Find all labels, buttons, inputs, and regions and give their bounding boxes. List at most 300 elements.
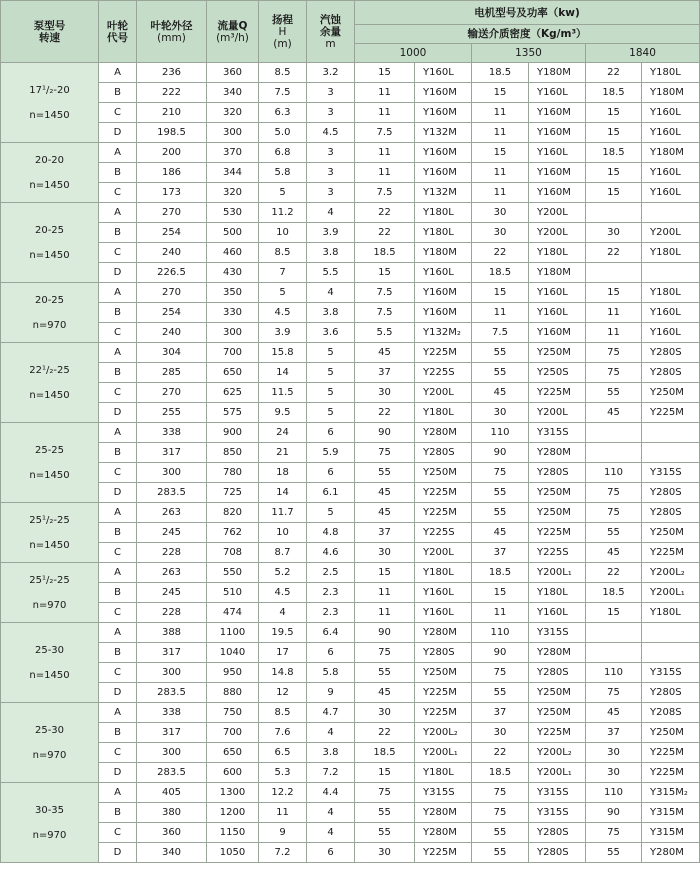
flow-cell: 550 — [207, 563, 259, 583]
flow-cell: 300 — [207, 123, 259, 143]
power-1840-cell: 22 — [586, 63, 642, 83]
power-1000-cell: 22 — [355, 203, 415, 223]
head-cell: 8.5 — [259, 63, 307, 83]
motor-1350-cell: Y315S — [529, 623, 586, 643]
impeller-diameter-cell: 300 — [137, 663, 207, 683]
power-1000-cell: 90 — [355, 423, 415, 443]
motor-1000-cell: Y315S — [415, 783, 472, 803]
power-1000-cell: 7.5 — [355, 183, 415, 203]
motor-1000-cell: Y200L — [415, 543, 472, 563]
power-1840-cell: 15 — [586, 103, 642, 123]
header-density-1840: 1840 — [586, 44, 700, 63]
flow-cell: 300 — [207, 323, 259, 343]
impeller-code-cell: A — [99, 783, 137, 803]
impeller-code-cell: D — [99, 263, 137, 283]
motor-1840-cell: Y225M — [642, 743, 700, 763]
motor-1000-cell: Y180L — [415, 403, 472, 423]
power-1350-cell: 75 — [472, 463, 529, 483]
impeller-code-cell: A — [99, 503, 137, 523]
head-cell: 17 — [259, 643, 307, 663]
motor-1350-cell: Y160L — [529, 83, 586, 103]
impeller-code-cell: A — [99, 283, 137, 303]
table-row — [1, 583, 700, 603]
power-1000-cell: 11 — [355, 103, 415, 123]
header-npsh-line2: 余量 — [320, 25, 341, 38]
npsh-cell: 4 — [307, 823, 355, 843]
power-1350-cell: 15 — [472, 583, 529, 603]
npsh-cell: 4.8 — [307, 523, 355, 543]
table-row — [1, 363, 700, 383]
power-1840-cell — [586, 263, 642, 283]
head-cell: 11.2 — [259, 203, 307, 223]
motor-1840-cell: Y160L — [642, 123, 700, 143]
power-1350-cell: 7.5 — [472, 323, 529, 343]
impeller-code-cell: A — [99, 143, 137, 163]
npsh-cell: 4 — [307, 203, 355, 223]
header-density-1350: 1350 — [472, 44, 586, 63]
head-cell: 10 — [259, 223, 307, 243]
motor-1350-cell: Y280S — [529, 823, 586, 843]
impeller-diameter-cell: 254 — [137, 223, 207, 243]
impeller-code-cell: C — [99, 823, 137, 843]
impeller-diameter-cell: 240 — [137, 323, 207, 343]
power-1000-cell: 15 — [355, 263, 415, 283]
impeller-code-cell: C — [99, 603, 137, 623]
motor-1000-cell: Y280M — [415, 423, 472, 443]
power-1840-cell: 110 — [586, 783, 642, 803]
table-row — [1, 803, 700, 823]
motor-1000-cell: Y225M — [415, 703, 472, 723]
motor-1000-cell: Y280M — [415, 623, 472, 643]
pump-model-label: 20-25 — [34, 224, 65, 236]
npsh-cell: 5 — [307, 363, 355, 383]
impeller-diameter-cell: 255 — [137, 403, 207, 423]
table-row — [1, 423, 700, 443]
motor-1000-cell: Y180L — [415, 763, 472, 783]
table-row — [1, 703, 700, 723]
table-row — [1, 343, 700, 363]
power-1000-cell: 15 — [355, 63, 415, 83]
table-row — [1, 223, 700, 243]
power-1840-cell: 15 — [586, 283, 642, 303]
table-row — [1, 243, 700, 263]
table-row — [1, 563, 700, 583]
motor-1840-cell: Y280M — [642, 843, 700, 863]
impeller-code-cell: D — [99, 403, 137, 423]
npsh-cell: 2.3 — [307, 603, 355, 623]
power-1840-cell: 37 — [586, 723, 642, 743]
motor-1840-cell: Y200L — [642, 223, 700, 243]
table-row — [1, 263, 700, 283]
motor-1840-cell: Y250M — [642, 383, 700, 403]
table-row — [1, 83, 700, 103]
impeller-diameter-cell: 240 — [137, 243, 207, 263]
power-1000-cell: 37 — [355, 363, 415, 383]
npsh-cell: 5 — [307, 383, 355, 403]
motor-1350-cell: Y250M — [529, 683, 586, 703]
motor-1350-cell: Y160L — [529, 143, 586, 163]
motor-1350-cell: Y225M — [529, 723, 586, 743]
header-diameter-label: 叶轮外径 — [150, 19, 193, 32]
motor-1350-cell: Y180L — [529, 583, 586, 603]
table-row — [1, 283, 700, 303]
pump-model-cell — [1, 283, 99, 343]
motor-1000-cell: Y225M — [415, 843, 472, 863]
head-cell: 11.7 — [259, 503, 307, 523]
power-1840-cell: 22 — [586, 563, 642, 583]
motor-1350-cell: Y280M — [529, 443, 586, 463]
power-1000-cell: 22 — [355, 723, 415, 743]
impeller-code-cell: B — [99, 163, 137, 183]
motor-1840-cell: Y225M — [642, 403, 700, 423]
power-1350-cell: 75 — [472, 663, 529, 683]
impeller-code-cell: B — [99, 523, 137, 543]
pump-speed-label: n=1450 — [29, 179, 70, 191]
motor-1350-cell: Y280M — [529, 643, 586, 663]
flow-cell: 625 — [207, 383, 259, 403]
power-1000-cell: 55 — [355, 463, 415, 483]
motor-1000-cell: Y280S — [415, 643, 472, 663]
power-1000-cell: 11 — [355, 83, 415, 103]
impeller-code-cell: A — [99, 203, 137, 223]
flow-cell: 650 — [207, 363, 259, 383]
power-1840-cell: 15 — [586, 163, 642, 183]
table-row — [1, 183, 700, 203]
npsh-cell: 3 — [307, 103, 355, 123]
flow-cell: 1200 — [207, 803, 259, 823]
power-1000-cell: 22 — [355, 403, 415, 423]
pump-speed-label: n=1450 — [29, 469, 70, 481]
impeller-code-cell: C — [99, 103, 137, 123]
motor-1000-cell: Y180L — [415, 563, 472, 583]
table-row — [1, 603, 700, 623]
impeller-diameter-cell: 270 — [137, 283, 207, 303]
power-1350-cell: 37 — [472, 543, 529, 563]
motor-1840-cell: Y180M — [642, 143, 700, 163]
impeller-code-cell: D — [99, 683, 137, 703]
power-1350-cell: 15 — [472, 83, 529, 103]
head-cell: 7.2 — [259, 843, 307, 863]
table-row — [1, 643, 700, 663]
pump-speed-label: n=1450 — [29, 539, 70, 551]
impeller-code-cell: C — [99, 323, 137, 343]
head-cell: 14 — [259, 483, 307, 503]
motor-1840-cell: Y160L — [642, 103, 700, 123]
impeller-diameter-cell: 338 — [137, 703, 207, 723]
motor-1000-cell: Y132M₂ — [415, 323, 472, 343]
motor-1350-cell: Y160M — [529, 323, 586, 343]
power-1840-cell: 30 — [586, 223, 642, 243]
npsh-cell: 3 — [307, 183, 355, 203]
motor-1840-cell — [642, 263, 700, 283]
motor-1350-cell: Y180L — [529, 243, 586, 263]
power-1000-cell: 90 — [355, 623, 415, 643]
power-1840-cell: 55 — [586, 523, 642, 543]
motor-1840-cell: Y315M — [642, 823, 700, 843]
npsh-cell: 6.1 — [307, 483, 355, 503]
power-1350-cell: 18.5 — [472, 263, 529, 283]
motor-1000-cell: Y225M — [415, 483, 472, 503]
pump-model-label: 25-30 — [34, 644, 65, 656]
impeller-diameter-cell: 186 — [137, 163, 207, 183]
header-speed-label: 转速 — [39, 31, 60, 44]
header-pump-model — [1, 1, 99, 63]
npsh-cell: 3.8 — [307, 303, 355, 323]
npsh-cell: 7.2 — [307, 763, 355, 783]
motor-1350-cell: Y200L — [529, 223, 586, 243]
motor-1840-cell: Y200L₂ — [642, 563, 700, 583]
flow-cell: 950 — [207, 663, 259, 683]
power-1000-cell: 7.5 — [355, 123, 415, 143]
table-row — [1, 743, 700, 763]
power-1840-cell: 75 — [586, 683, 642, 703]
impeller-diameter-cell: 228 — [137, 543, 207, 563]
power-1840-cell: 18.5 — [586, 143, 642, 163]
motor-1350-cell: Y160M — [529, 163, 586, 183]
power-1000-cell: 18.5 — [355, 743, 415, 763]
header-flow-label: 流量Q — [217, 19, 248, 32]
flow-cell: 700 — [207, 723, 259, 743]
motor-1000-cell: Y160M — [415, 163, 472, 183]
power-1350-cell: 30 — [472, 223, 529, 243]
power-1350-cell: 55 — [472, 843, 529, 863]
power-1840-cell — [586, 443, 642, 463]
flow-cell: 780 — [207, 463, 259, 483]
motor-1350-cell: Y200L₂ — [529, 743, 586, 763]
motor-1000-cell: Y250M — [415, 463, 472, 483]
head-cell: 6.8 — [259, 143, 307, 163]
power-1000-cell: 55 — [355, 663, 415, 683]
power-1000-cell: 45 — [355, 683, 415, 703]
impeller-code-cell: C — [99, 243, 137, 263]
power-1350-cell: 15 — [472, 143, 529, 163]
flow-cell: 575 — [207, 403, 259, 423]
impeller-diameter-cell: 236 — [137, 63, 207, 83]
power-1350-cell: 55 — [472, 503, 529, 523]
flow-cell: 330 — [207, 303, 259, 323]
motor-1350-cell: Y160M — [529, 123, 586, 143]
motor-1350-cell: Y160L — [529, 603, 586, 623]
head-cell: 7.6 — [259, 723, 307, 743]
flow-cell: 1300 — [207, 783, 259, 803]
motor-1000-cell: Y200L — [415, 383, 472, 403]
flow-cell: 430 — [207, 263, 259, 283]
power-1350-cell: 75 — [472, 783, 529, 803]
power-1350-cell: 45 — [472, 523, 529, 543]
npsh-cell: 3.6 — [307, 323, 355, 343]
impeller-diameter-cell: 283.5 — [137, 763, 207, 783]
motor-1840-cell — [642, 203, 700, 223]
impeller-code-cell: B — [99, 443, 137, 463]
power-1840-cell — [586, 623, 642, 643]
npsh-cell: 5.5 — [307, 263, 355, 283]
flow-cell: 1040 — [207, 643, 259, 663]
power-1350-cell: 30 — [472, 403, 529, 423]
power-1840-cell: 18.5 — [586, 83, 642, 103]
motor-1350-cell: Y225M — [529, 523, 586, 543]
impeller-diameter-cell: 338 — [137, 423, 207, 443]
motor-1840-cell: Y180M — [642, 83, 700, 103]
flow-cell: 340 — [207, 83, 259, 103]
power-1840-cell — [586, 203, 642, 223]
head-cell: 14 — [259, 363, 307, 383]
motor-1350-cell: Y250M — [529, 343, 586, 363]
flow-cell: 820 — [207, 503, 259, 523]
npsh-cell: 5 — [307, 503, 355, 523]
motor-1000-cell: Y160L — [415, 263, 472, 283]
power-1840-cell: 75 — [586, 483, 642, 503]
impeller-diameter-cell: 300 — [137, 743, 207, 763]
motor-1350-cell: Y225M — [529, 383, 586, 403]
power-1350-cell: 90 — [472, 443, 529, 463]
pump-model-label: 20-25 — [34, 294, 65, 306]
impeller-diameter-cell: 270 — [137, 383, 207, 403]
head-cell: 10 — [259, 523, 307, 543]
impeller-diameter-cell: 317 — [137, 643, 207, 663]
npsh-cell: 5.9 — [307, 443, 355, 463]
motor-1000-cell: Y225M — [415, 683, 472, 703]
impeller-diameter-cell: 300 — [137, 463, 207, 483]
power-1840-cell: 22 — [586, 243, 642, 263]
flow-cell: 500 — [207, 223, 259, 243]
power-1000-cell: 22 — [355, 223, 415, 243]
power-1840-cell: 15 — [586, 603, 642, 623]
motor-1350-cell: Y280S — [529, 663, 586, 683]
power-1840-cell: 55 — [586, 383, 642, 403]
npsh-cell: 9 — [307, 683, 355, 703]
impeller-code-cell: D — [99, 843, 137, 863]
table-row — [1, 463, 700, 483]
motor-1840-cell: Y180L — [642, 603, 700, 623]
impeller-code-cell: C — [99, 663, 137, 683]
motor-1840-cell: Y280S — [642, 503, 700, 523]
motor-1350-cell: Y200L — [529, 203, 586, 223]
motor-1840-cell: Y160L — [642, 183, 700, 203]
head-cell: 4 — [259, 603, 307, 623]
motor-1350-cell: Y160L — [529, 283, 586, 303]
power-1000-cell: 45 — [355, 503, 415, 523]
table-row — [1, 763, 700, 783]
motor-1000-cell: Y160L — [415, 63, 472, 83]
flow-cell: 474 — [207, 603, 259, 623]
power-1350-cell: 11 — [472, 303, 529, 323]
pump-model-label: 25¹/₂-25 — [29, 514, 70, 526]
table-header — [1, 1, 700, 63]
head-cell: 6.3 — [259, 103, 307, 123]
motor-1000-cell: Y225M — [415, 503, 472, 523]
impeller-diameter-cell: 200 — [137, 143, 207, 163]
motor-1350-cell: Y280S — [529, 463, 586, 483]
table-row — [1, 523, 700, 543]
npsh-cell: 6 — [307, 643, 355, 663]
impeller-code-cell: C — [99, 743, 137, 763]
flow-cell: 1050 — [207, 843, 259, 863]
power-1000-cell: 75 — [355, 643, 415, 663]
power-1000-cell: 30 — [355, 543, 415, 563]
head-cell: 8.5 — [259, 703, 307, 723]
motor-1840-cell: Y160L — [642, 303, 700, 323]
pump-speed-label: n=970 — [32, 599, 67, 611]
power-1000-cell: 45 — [355, 343, 415, 363]
power-1000-cell: 11 — [355, 583, 415, 603]
power-1000-cell: 37 — [355, 523, 415, 543]
npsh-cell: 3.2 — [307, 63, 355, 83]
flow-cell: 650 — [207, 743, 259, 763]
motor-1350-cell: Y250M — [529, 483, 586, 503]
power-1350-cell: 75 — [472, 803, 529, 823]
flow-cell: 1100 — [207, 623, 259, 643]
pump-model-cell — [1, 703, 99, 783]
flow-cell: 880 — [207, 683, 259, 703]
motor-1350-cell: Y250S — [529, 363, 586, 383]
header-diameter-unit: (mm) — [157, 31, 186, 44]
head-cell: 9.5 — [259, 403, 307, 423]
motor-1840-cell — [642, 423, 700, 443]
pump-model-cell — [1, 143, 99, 203]
impeller-diameter-cell: 245 — [137, 583, 207, 603]
table-row — [1, 303, 700, 323]
power-1350-cell: 22 — [472, 743, 529, 763]
motor-1000-cell: Y160M — [415, 103, 472, 123]
impeller-diameter-cell: 304 — [137, 343, 207, 363]
motor-1840-cell — [642, 623, 700, 643]
power-1000-cell: 11 — [355, 143, 415, 163]
power-1000-cell: 18.5 — [355, 243, 415, 263]
head-cell: 7 — [259, 263, 307, 283]
npsh-cell: 6 — [307, 423, 355, 443]
header-impeller-code-line2: 代号 — [107, 31, 128, 44]
power-1840-cell: 75 — [586, 503, 642, 523]
motor-1840-cell: Y160L — [642, 163, 700, 183]
flow-cell: 370 — [207, 143, 259, 163]
motor-1840-cell: Y280S — [642, 483, 700, 503]
power-1350-cell: 18.5 — [472, 563, 529, 583]
power-1840-cell: 110 — [586, 463, 642, 483]
pump-model-cell — [1, 63, 99, 143]
npsh-cell: 3.8 — [307, 743, 355, 763]
pump-model-cell — [1, 343, 99, 423]
power-1000-cell: 55 — [355, 803, 415, 823]
npsh-cell: 4.5 — [307, 123, 355, 143]
motor-1000-cell: Y180L — [415, 203, 472, 223]
head-cell: 11 — [259, 803, 307, 823]
motor-1000-cell: Y160M — [415, 83, 472, 103]
motor-1350-cell: Y160M — [529, 103, 586, 123]
table-row — [1, 163, 700, 183]
npsh-cell: 5.8 — [307, 663, 355, 683]
motor-1840-cell: Y208S — [642, 703, 700, 723]
table-row — [1, 403, 700, 423]
pump-speed-label: n=1450 — [29, 389, 70, 401]
header-head — [259, 1, 307, 63]
power-1000-cell: 75 — [355, 783, 415, 803]
power-1840-cell: 55 — [586, 843, 642, 863]
table-row — [1, 543, 700, 563]
impeller-diameter-cell: 340 — [137, 843, 207, 863]
power-1000-cell: 5.5 — [355, 323, 415, 343]
motor-1000-cell: Y160M — [415, 283, 472, 303]
power-1840-cell: 110 — [586, 663, 642, 683]
pump-model-label: 25¹/₂-25 — [29, 574, 70, 586]
impeller-diameter-cell: 283.5 — [137, 483, 207, 503]
head-cell: 5 — [259, 283, 307, 303]
motor-1350-cell: Y280S — [529, 843, 586, 863]
table-row — [1, 63, 700, 83]
impeller-diameter-cell: 285 — [137, 363, 207, 383]
head-cell: 3.9 — [259, 323, 307, 343]
npsh-cell: 4.4 — [307, 783, 355, 803]
motor-1840-cell: Y160L — [642, 323, 700, 343]
